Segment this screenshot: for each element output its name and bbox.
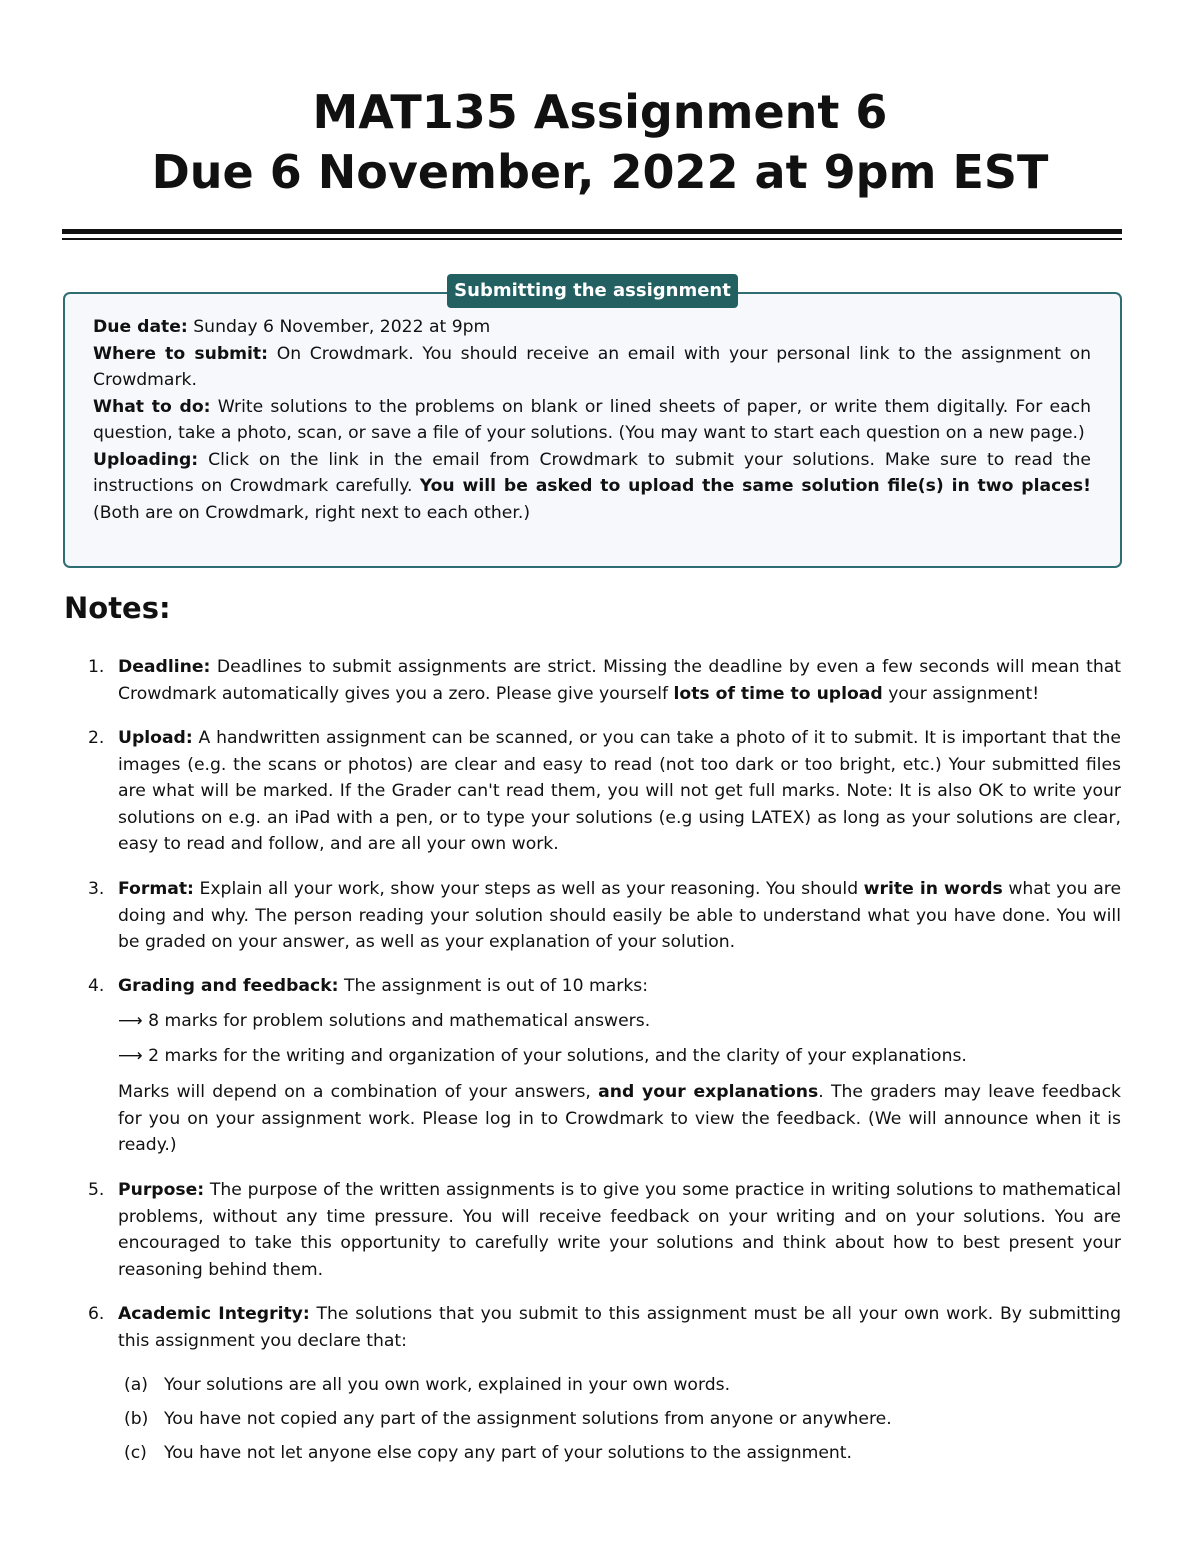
document-title: MAT135 Assignment 6 [312,85,888,139]
due-date-line: Due date: Sunday 6 November, 2022 at 9pm [93,317,491,337]
document-due-title: Due 6 November, 2022 at 9pm EST [151,145,1049,199]
note-number: 3. [88,879,105,899]
note-text: Deadline: Deadlines to submit assignments are strict. Missing the deadline by even a few seconds will mean that Crowdmark automatically gives you a zero. Please give yourself lots of time to upload your assignment! [118,657,1121,704]
document-page: MAT135 Assignment 6 Due 6 November, 2022 at 9pm EST Submitting the assignment Due date: Sunday 6 November, 2022 at 9pm Where to submit: On Crowdmark. You should receive an email with your personal link to the assignment on Crowdmark. What to do: Write solutions to the problems on blank or lined sheets of paper, or write them digitally. For each question, take a photo, scan, or save a file of your solutions. (You may want to start each question on a new page.) Uploading: Click on the link in the email from Crowdmark to submit your solutions. Make sure to read the instructions on Crowdmark carefully. You will be asked to upload the same solution file(s) in two places! (Both are on Crowdmark, right next to each other.) Notes: 1. Deadline: Deadlines to submit assignments are strict. Missing the deadline by even a few seconds will mean that Crowdmark automatically gives you a zero. Please give yourself lots of time to upload your assignment! 2. Upload: A handwritten assignment can be scanned, or you can take a photo of it to submit. It is important that the images (e.g. the scans or photos) are clear and easy to read (not too dark or too bright, etc.) Your submitted files are what will be marked. If the Grader can't read them, you will not get full marks. Note: It is also OK to write your solutions on e.g. an iPad with a pen, or to type your solutions (e.g using LATEX) as long as your solutions are clear, easy to read and follow, and are all your own work. 3. Format: Explain all your work, show your steps as well as your reasoning. You should write in words what you are doing and why. The person reading your solution should easily be able to understand what you have done. You will be graded on your answer, as well as your explanation of your solution. 4. Grading and feedback: The assignment is out of 10 marks: ⟶ 8 marks for problem solutions and mathematical answers. ⟶ 2 marks for the writing and organization of your solutions, and the clarity of your explanations. Marks will depend on a combination of your answers, and your explanations. The graders may leave feedback for you on your assignment work. Please log in to Crowdmark to view the feedback. (We will announce when it is ready.) 5. Purpose: The purpose of the written assignments is to give you some practice in writing solutions to mathematical problems, without any time pressure. You will receive feedback on your writing and on your solutions. You are encouraged to take this opportunity to carefully write your solutions and think about how to best present your reasoning behind them. 6. Academic Integrity: The solutions that you submit to this assignment must be all your own work. By submitting this assignment you declare that: (a) Your solutions are all you own work, explained in your own words. (b) You have not copied any part of the assignment solutions from anyone or anywhere. (c) You have not let anyone else copy any part of your solutions to the assignment. [0,0,1200,1553]
uploading-line: Uploading: Click on the link in the email from Crowdmark to submit your solutions. Make sure to read the instructions on Crowdmark carefully. You will be asked to upload the same solution file(s) in two places! (Both are on Crowdmark, right next to each other.) [93,449,1091,523]
note-number: 2. [88,728,105,748]
title-rule-thick [62,229,1122,234]
title-rule-thin [62,238,1122,240]
note-number: 6. [88,1304,105,1324]
grading-arrow-line-1: ⟶ 8 marks for problem solutions and mathematical answers. [118,1011,651,1031]
note-number: 5. [88,1180,105,1200]
note-number: 1. [88,657,105,677]
what-to-do-line: What to do: Write solutions to the problems on blank or lined sheets of paper, or write them digitally. For each question, take a photo, scan, or save a file of your solutions. (You may want to start each question on a new page.) [93,396,1091,443]
grading-marks-text: Marks will depend on a combination of your answers, and your explanations. The graders may leave feedback for you on your assignment work. Please log in to Crowdmark to view the feedback. (We will announce when it is ready.) [118,1082,1121,1155]
notes-heading: Notes: [64,591,171,625]
grading-arrow-line-2: ⟶ 2 marks for the writing and organization of your solutions, and the clarity of your explanations. [118,1046,967,1066]
submission-box-title: Submitting the assignment [447,274,738,308]
note-text: Upload: A handwritten assignment can be scanned, or you can take a photo of it to submit. It is important that the images (e.g. the scans or photos) are clear and easy to read (not too dark or too bright, etc.) Your submitted files are what will be marked. If the Grader can't read them, you will not get full marks. Note: It is also OK to write your solutions on e.g. an iPad with a pen, or to type your solutions (e.g using LATEX) as long as your solutions are clear, easy to read and follow, and are all your own work. [118,728,1121,854]
note-text: Academic Integrity: The solutions that you submit to this assignment must be all your own work. By submitting this assignment you declare that: [118,1304,1121,1351]
note-text: Purpose: The purpose of the written assignments is to give you some practice in writing solutions to mathematical problems, without any time pressure. You will receive feedback on your writing and on your solutions. You are encouraged to take this opportunity to carefully write your solutions and think about how to best present your reasoning behind them. [118,1180,1121,1280]
note-text: Format: Explain all your work, show your steps as well as your reasoning. You should write in words what you are doing and why. The person reading your solution should easily be able to understand what you have done. You will be graded on your answer, as well as your explanation of your solution. [118,879,1122,952]
note-number: 4. [88,976,105,996]
submission-box-body [93,314,1091,526]
where-to-submit-line: Where to submit: On Crowdmark. You should receive an email with your personal link to the assignment on Crowdmark. [93,343,1092,390]
note-text: Grading and feedback: The assignment is out of 10 marks: [118,976,649,996]
